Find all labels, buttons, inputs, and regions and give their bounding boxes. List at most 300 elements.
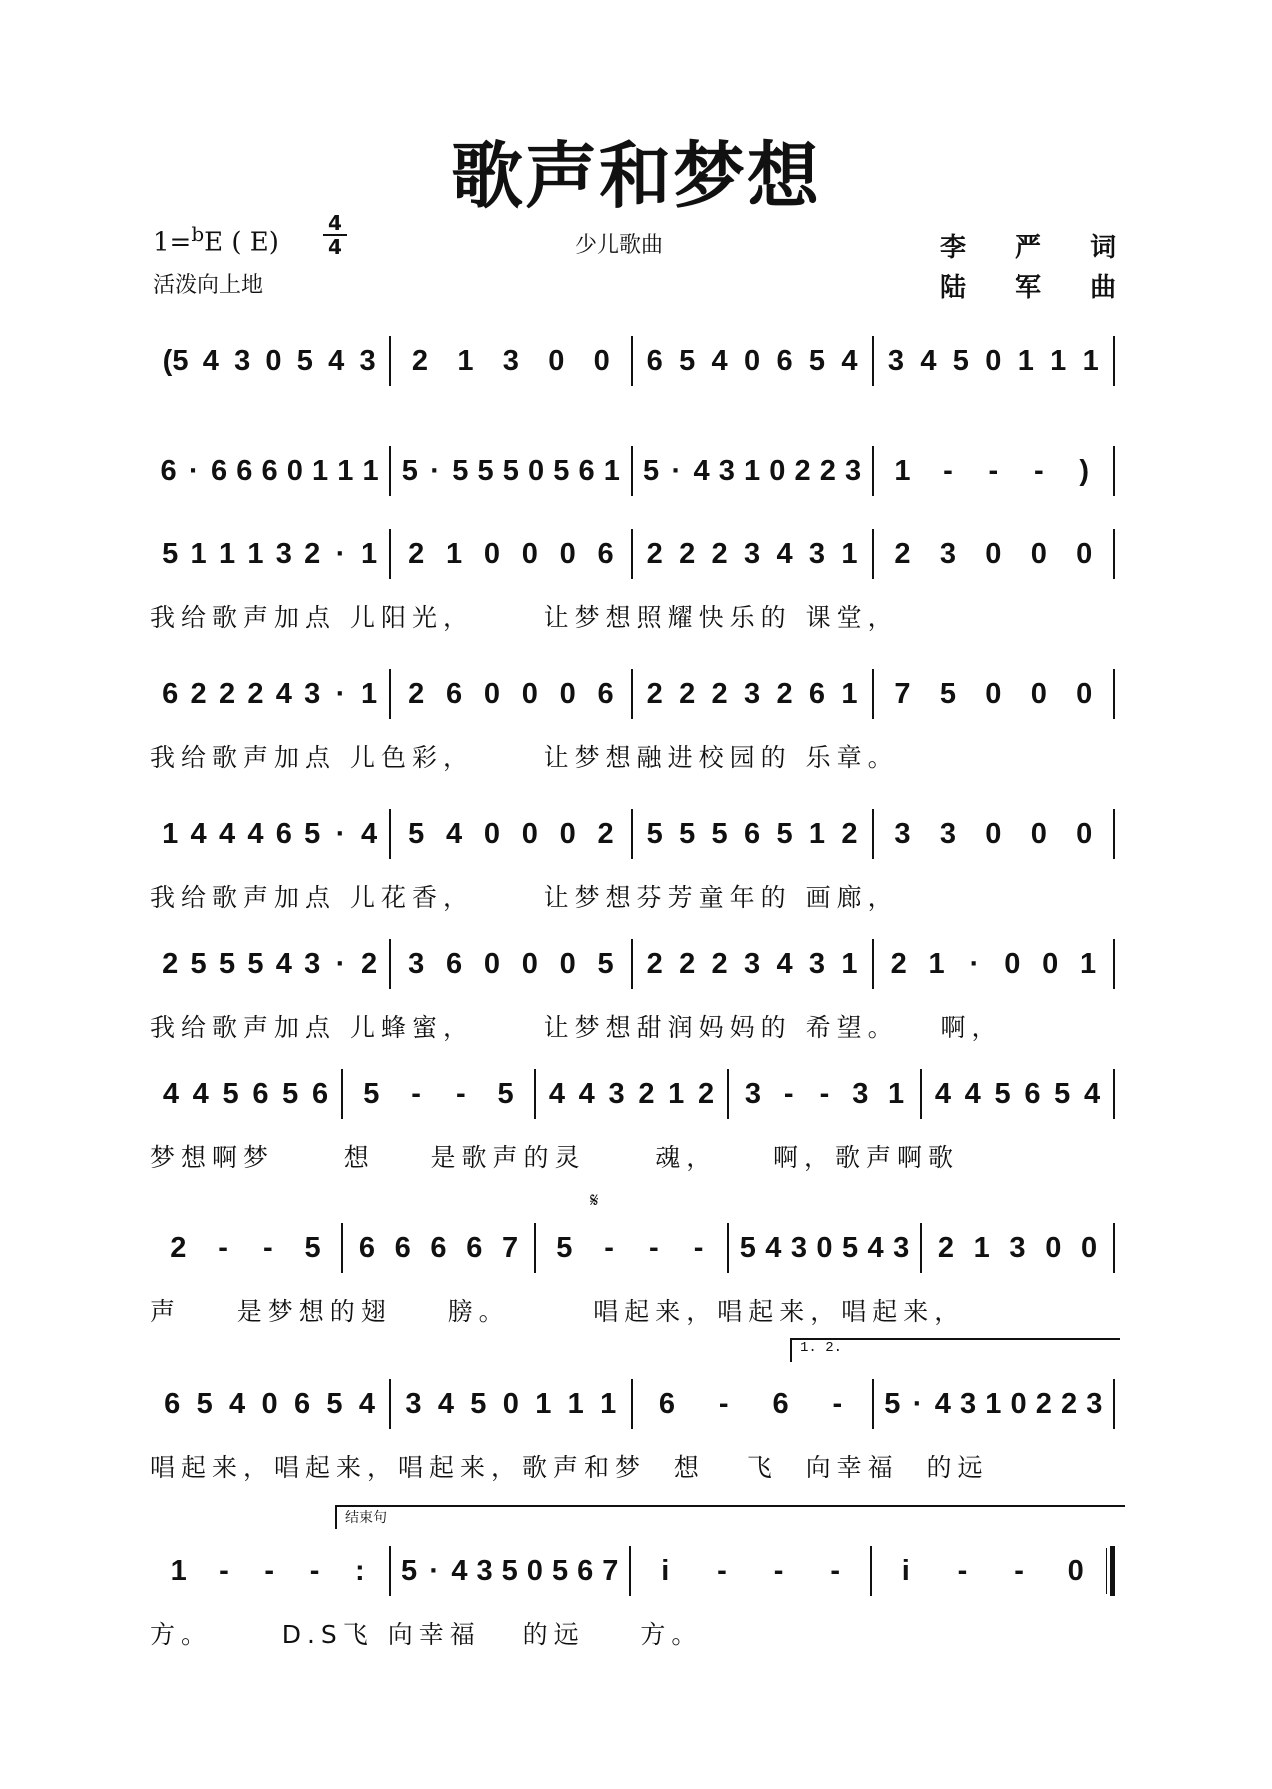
note: 4	[548, 1077, 565, 1110]
time-signature-bottom: 4	[323, 234, 347, 258]
note: 6	[597, 537, 614, 570]
note: ·	[189, 454, 199, 487]
note: ·	[335, 537, 346, 570]
score-line	[150, 938, 1115, 1044]
flat-sign: b	[191, 222, 205, 246]
note: 1	[985, 1387, 1002, 1420]
note: 1	[668, 1077, 685, 1110]
measure	[729, 1068, 920, 1120]
note: ·	[969, 947, 980, 980]
score-line	[150, 1511, 1115, 1651]
note: -	[819, 1077, 830, 1110]
note: -	[832, 1387, 843, 1420]
note: 4	[920, 344, 937, 377]
note: 1	[162, 817, 179, 850]
note: 6	[776, 344, 793, 377]
notes-row	[150, 808, 1115, 860]
note: 0	[985, 344, 1002, 377]
note: 4	[229, 1387, 246, 1420]
note: 6	[261, 454, 278, 487]
notes-row	[150, 668, 1115, 720]
note: 6	[394, 1231, 411, 1264]
note: 1	[445, 537, 463, 570]
note: -	[957, 1554, 968, 1587]
note: -	[718, 1387, 729, 1420]
ending-bracket: 结束句	[335, 1505, 1125, 1529]
note: -	[263, 1231, 273, 1264]
score-line	[150, 1340, 1115, 1484]
note: -	[1014, 1554, 1024, 1587]
note: 5	[452, 454, 469, 487]
note: 0	[985, 817, 1002, 850]
note: 3	[304, 677, 321, 710]
note: 2	[646, 537, 663, 570]
note: 5	[218, 947, 236, 980]
bar-line	[1113, 1379, 1115, 1429]
note: 6	[211, 454, 228, 487]
note: 1	[928, 947, 945, 980]
measure	[391, 445, 630, 497]
note: 2	[190, 677, 207, 710]
note: 6	[160, 454, 177, 487]
note: 0	[502, 1387, 519, 1420]
note: 6	[358, 1231, 375, 1264]
note: 0	[1030, 677, 1047, 710]
note: 5	[326, 1387, 343, 1420]
measure	[922, 1068, 1113, 1120]
note: 5	[994, 1077, 1011, 1110]
note: 5	[304, 817, 321, 850]
note: 4	[578, 1077, 595, 1110]
note: 2	[776, 677, 793, 710]
note: 1	[190, 537, 207, 570]
note: 1	[744, 454, 761, 487]
note: 0	[593, 344, 610, 377]
note: 0	[559, 537, 576, 570]
note: -	[218, 1231, 228, 1264]
note: 0	[1081, 1231, 1098, 1264]
note: 5	[470, 1387, 487, 1420]
measure	[391, 808, 630, 860]
bar-line	[1113, 809, 1115, 859]
score-line	[150, 335, 1115, 387]
note: 7	[894, 677, 911, 710]
measure	[150, 668, 389, 720]
measure	[150, 528, 389, 580]
segno-sign: 𝄋	[590, 1188, 599, 1212]
note: 4	[358, 1387, 375, 1420]
note: 3	[476, 1554, 493, 1587]
note: 0	[1067, 1554, 1084, 1587]
measure	[150, 938, 389, 990]
lyricist: 李 严 词	[940, 233, 1137, 263]
note: 4	[693, 454, 710, 487]
measure	[150, 808, 389, 860]
bar-line	[1113, 529, 1115, 579]
note: 0	[526, 1554, 543, 1587]
note: 0	[1010, 1387, 1027, 1420]
note: 1	[312, 454, 329, 487]
note: 6	[646, 344, 663, 377]
note: 0	[1030, 537, 1047, 570]
note: 5	[282, 1077, 299, 1110]
bar-line	[1110, 1546, 1115, 1596]
notes-row	[150, 1545, 1115, 1597]
measure	[874, 528, 1113, 580]
measure	[872, 1545, 1111, 1597]
note: 0	[769, 454, 786, 487]
note: 1	[600, 1387, 617, 1420]
note: 3	[960, 1387, 977, 1420]
note: 6	[311, 1077, 329, 1110]
note: 1	[337, 454, 354, 487]
note: i	[901, 1554, 910, 1587]
measure	[150, 335, 389, 387]
note: 4	[275, 677, 292, 710]
note: 1	[1079, 947, 1097, 980]
note: 5	[162, 537, 179, 570]
note: 5	[711, 817, 728, 850]
measure	[391, 668, 630, 720]
note: 0	[559, 817, 576, 850]
note: 1	[535, 1387, 552, 1420]
measure	[633, 668, 872, 720]
note: 1	[360, 677, 378, 710]
volta-bracket: 1. 2.	[790, 1338, 1120, 1362]
note: 5	[679, 344, 696, 377]
note: 0	[1042, 947, 1059, 980]
measure	[391, 1545, 630, 1597]
note: -	[219, 1554, 229, 1587]
note: 5	[401, 1554, 418, 1587]
measure	[150, 1378, 389, 1430]
note: 2	[360, 947, 378, 980]
note: 3	[894, 817, 911, 850]
measure	[729, 1222, 920, 1274]
note: 4	[841, 344, 858, 377]
note: 3	[718, 454, 735, 487]
note: 1	[841, 947, 858, 980]
key-note: E ( E)	[204, 227, 279, 258]
note: 0	[483, 677, 500, 710]
note: 2	[711, 947, 728, 980]
note: 2	[1061, 1387, 1078, 1420]
measure	[922, 1222, 1113, 1274]
note: 3	[893, 1231, 910, 1264]
note: 5	[190, 947, 207, 980]
note: 5	[952, 344, 969, 377]
measure	[874, 808, 1113, 860]
note: 5	[679, 817, 696, 850]
note: 6	[577, 1554, 594, 1587]
note: 4	[275, 947, 292, 980]
note: 2	[247, 677, 264, 710]
note: 5	[304, 1231, 321, 1264]
note: 4	[1083, 1077, 1101, 1110]
note: 0	[521, 947, 538, 980]
measure	[343, 1068, 534, 1120]
key-label: 1=	[153, 227, 192, 258]
score-line	[150, 668, 1115, 774]
note: 4	[711, 344, 728, 377]
note: 1	[888, 1077, 905, 1110]
score-line	[150, 808, 1115, 914]
note: -	[411, 1077, 421, 1110]
note: 4	[867, 1231, 884, 1264]
measure	[391, 938, 630, 990]
note: 5	[939, 677, 956, 710]
note: 2	[890, 947, 907, 980]
lyrics-line: 唱起来，唱起来，唱起来，歌声和梦 想 飞 向幸福 的远	[150, 1453, 989, 1482]
note: 1	[1017, 344, 1034, 377]
note: -	[830, 1554, 841, 1587]
measure	[391, 528, 630, 580]
score-line	[150, 1188, 1115, 1328]
note: ·	[335, 817, 346, 850]
note: 4	[437, 1387, 454, 1420]
measure	[874, 1378, 1113, 1430]
measure	[874, 335, 1113, 387]
note: 2	[408, 677, 425, 710]
note: 5	[247, 947, 264, 980]
notes-row	[150, 445, 1115, 497]
note: 0	[559, 947, 576, 980]
composer: 陆 军 曲	[940, 273, 1137, 303]
measure	[633, 335, 872, 387]
note: 4	[192, 1077, 209, 1110]
note: 1	[567, 1387, 584, 1420]
note: ·	[430, 454, 440, 487]
note: 3	[744, 677, 761, 710]
note: 3	[939, 537, 956, 570]
note: -	[943, 454, 953, 487]
note: 5	[401, 454, 418, 487]
note: 3	[852, 1077, 869, 1110]
note: 3	[887, 344, 905, 377]
note: 0	[286, 454, 303, 487]
note: 4	[247, 817, 264, 850]
note: 0	[521, 677, 538, 710]
note: 3	[790, 1231, 807, 1264]
note: 0	[744, 344, 761, 377]
note: 3	[744, 1077, 761, 1110]
note: 4	[451, 1554, 468, 1587]
note: 2	[597, 817, 614, 850]
measure	[631, 1545, 870, 1597]
note: 1	[1050, 344, 1067, 377]
note: -	[783, 1077, 794, 1110]
key-signature	[153, 222, 279, 258]
note: 2	[819, 454, 836, 487]
note: 0	[985, 537, 1002, 570]
note: 2	[646, 947, 663, 980]
note: 3	[939, 817, 956, 850]
note: 4	[445, 817, 463, 850]
note: -	[456, 1077, 466, 1110]
note: 2	[646, 677, 663, 710]
note: 2	[711, 677, 728, 710]
note: :	[354, 1554, 365, 1587]
note: 2	[170, 1231, 187, 1264]
note: 2	[841, 817, 858, 850]
note: 5	[477, 454, 494, 487]
note: 1	[808, 817, 826, 850]
lyrics-line: 声 是梦想的翅 膀。 唱起来，唱起来，唱起来，	[150, 1297, 966, 1326]
note: 6	[236, 454, 253, 487]
note: 2	[894, 537, 911, 570]
note: (5	[162, 344, 189, 377]
note: 1	[218, 537, 236, 570]
lyrics-line: 我给歌声加点 儿花香， 让梦想芬芳童年的 画廊，	[150, 883, 899, 912]
note: 5	[497, 1077, 514, 1110]
note: 6	[445, 677, 463, 710]
measure	[536, 1222, 727, 1274]
note: ·	[429, 1554, 440, 1587]
note: -	[1033, 454, 1044, 487]
note: 3	[845, 454, 862, 487]
note: 2	[697, 1077, 715, 1110]
note: 2	[679, 677, 696, 710]
note: 1	[841, 537, 858, 570]
note: 2	[411, 344, 429, 377]
note: ·	[671, 454, 682, 487]
note: 0	[1076, 817, 1093, 850]
measure	[633, 808, 872, 860]
note: 0	[483, 947, 500, 980]
note: 3	[744, 947, 761, 980]
genre-label: 少儿歌曲	[575, 233, 664, 258]
notes-row	[150, 1378, 1115, 1430]
measure	[150, 445, 389, 497]
note: 2	[218, 677, 236, 710]
measure	[633, 528, 872, 580]
note: 4	[190, 817, 207, 850]
measure	[874, 938, 1113, 990]
measure	[633, 445, 872, 497]
note: -	[717, 1554, 727, 1587]
note: -	[649, 1231, 659, 1264]
note: 2	[162, 947, 179, 980]
note: 3	[359, 344, 376, 377]
note: 1	[170, 1554, 187, 1587]
note: 5	[646, 817, 663, 850]
note: 4	[934, 1387, 951, 1420]
note: 5	[222, 1077, 239, 1110]
note: 5	[501, 1554, 518, 1587]
note: 5	[196, 1387, 213, 1420]
note: 7	[602, 1554, 619, 1587]
note: 5	[553, 454, 570, 487]
note: 2	[408, 537, 425, 570]
note: )	[1079, 454, 1090, 487]
note: 6	[744, 817, 761, 850]
note: 5	[556, 1231, 573, 1264]
note: 0	[548, 344, 565, 377]
notes-row	[150, 1222, 1115, 1274]
note: 2	[711, 537, 728, 570]
note: 2	[679, 537, 696, 570]
lyrics-line: 我给歌声加点 儿阳光， 让梦想照耀快乐的 课堂，	[150, 603, 899, 632]
note: 4	[776, 947, 793, 980]
score-line	[150, 528, 1115, 634]
note: 3	[502, 344, 519, 377]
credits	[940, 228, 1136, 308]
note: 4	[328, 344, 345, 377]
note: 5	[776, 817, 793, 850]
measure	[874, 668, 1113, 720]
notes-row	[150, 528, 1115, 580]
note: 3	[408, 947, 425, 980]
note: ·	[912, 1387, 923, 1420]
measure	[633, 938, 872, 990]
note: 3	[608, 1077, 625, 1110]
note: 7	[502, 1231, 519, 1264]
note: 4	[360, 817, 378, 850]
note: 6	[162, 677, 179, 710]
note: 5	[1054, 1077, 1071, 1110]
note: 3	[808, 947, 826, 980]
note: 3	[808, 537, 826, 570]
note: 6	[445, 947, 463, 980]
lyrics-line: 我给歌声加点 儿色彩， 让梦想融进校园的 乐章。	[150, 743, 899, 772]
note: 6	[1024, 1077, 1041, 1110]
time-signature	[323, 212, 347, 258]
note: 6	[275, 817, 292, 850]
note: ·	[335, 947, 346, 980]
note: 0	[559, 677, 576, 710]
note: 0	[483, 537, 500, 570]
time-signature-top: 4	[328, 211, 342, 235]
note: -	[309, 1554, 320, 1587]
measure	[874, 445, 1113, 497]
note: 5	[808, 344, 826, 377]
bar-line	[1113, 1069, 1115, 1119]
note: -	[604, 1231, 614, 1264]
note: 4	[202, 344, 219, 377]
notes-row	[150, 938, 1115, 990]
note: 1	[457, 344, 474, 377]
note: 0	[1004, 947, 1021, 980]
note: 4	[934, 1077, 951, 1110]
note: 5	[643, 454, 660, 487]
note: 5	[841, 1231, 859, 1264]
note: 5	[597, 947, 614, 980]
note: 0	[521, 817, 538, 850]
note: 2	[304, 537, 321, 570]
note: -	[693, 1231, 704, 1264]
note: 2	[638, 1077, 655, 1110]
bar-line	[1113, 1223, 1115, 1273]
note: 0	[985, 677, 1002, 710]
bar-line	[1113, 446, 1115, 496]
note: 0	[1076, 677, 1093, 710]
note: 2	[679, 947, 696, 980]
note: 0	[816, 1231, 833, 1264]
note: 0	[1076, 537, 1093, 570]
note: 0	[265, 344, 282, 377]
note: 6	[466, 1231, 483, 1264]
note: 1	[1082, 344, 1099, 377]
note: 4	[964, 1077, 981, 1110]
note: -	[264, 1554, 275, 1587]
page-title: 歌声和梦想	[450, 134, 821, 218]
tempo-marking: 活泼向上地	[153, 273, 264, 298]
note: 6	[430, 1231, 447, 1264]
bar-line	[1113, 939, 1115, 989]
note: 3	[1086, 1387, 1103, 1420]
note: 3	[304, 947, 321, 980]
measure	[391, 1378, 630, 1430]
